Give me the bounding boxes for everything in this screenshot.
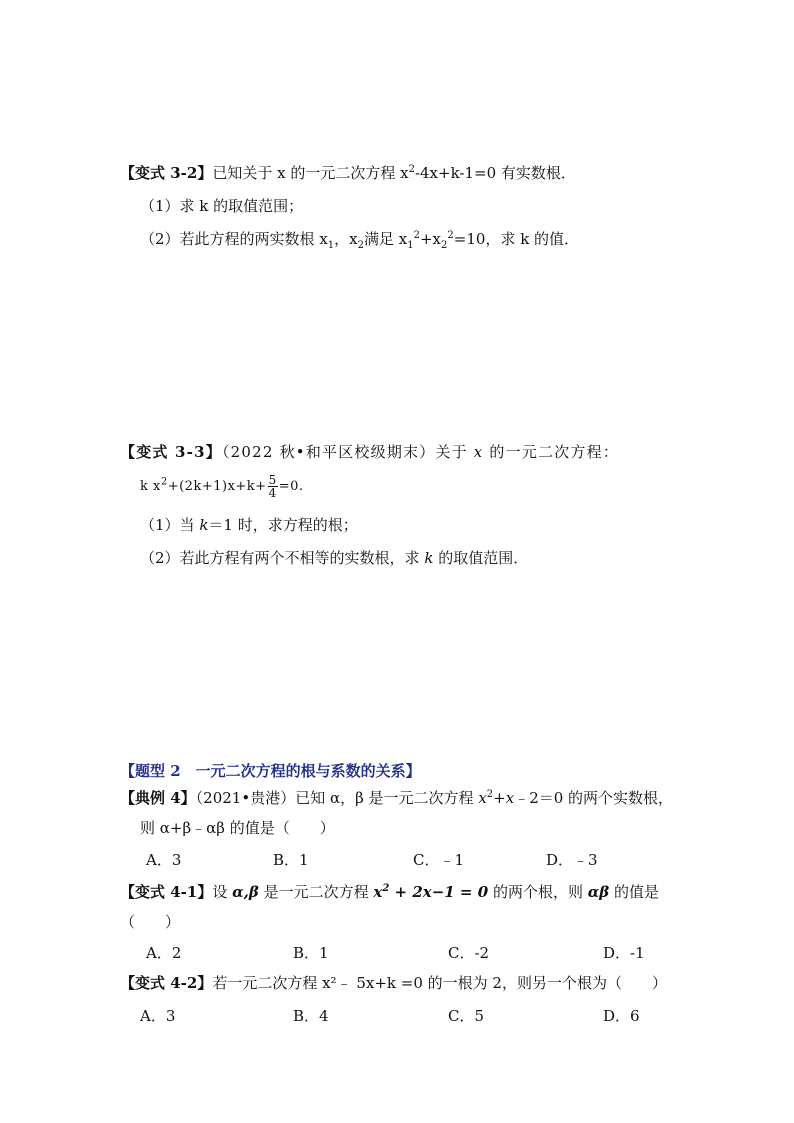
example-4-tag: 【典例 4】 (120, 789, 196, 807)
v33-q1-text-a: （1）当 (140, 516, 200, 534)
variant-3-2-question-1: （1）求 k 的取值范围； (140, 197, 304, 215)
variant-4-1-option-a: A．2 (146, 944, 182, 962)
variant-4-1-tag: 【变式 4-1】 (120, 883, 213, 901)
variant-4-1-eq-a: x (373, 883, 383, 901)
variant-3-3-stem-text-a: （2022 秋•和平区校级期末）关于 (221, 443, 474, 461)
q2-text-d: +x (419, 230, 442, 248)
variant-4-1-line-2: （ ） (120, 913, 181, 931)
q2-text-c: 满足 x (364, 230, 408, 248)
q2-text-b: ，x (334, 230, 358, 248)
variant-4-1-option-d: D．-1 (603, 944, 645, 962)
eq-fraction (268, 474, 278, 499)
variant-3-2-stem-text-b: -4x+k-1=0 有实数根． (414, 164, 576, 182)
variant-3-2-stem-text-a: 已知关于 x 的一元二次方程 x (212, 164, 409, 182)
eq-text-c: =0. (278, 479, 304, 494)
section-title: 【题型 2 一元二次方程的根与系数的关系】 (120, 762, 421, 780)
variant-4-1-vars: α,β (232, 883, 259, 901)
v33-q2-text-a: （2）若此方程有两个不相等的实数根，求 (140, 549, 425, 567)
example-4-stem-text-a: （2021•贵港）已知 α，β 是一元二次方程 (195, 789, 479, 807)
q2-sup-4: 2 (447, 230, 454, 241)
variant-3-3-stem-text-b: 的一元二次方程： (483, 443, 620, 461)
example-4-var-2: x (505, 789, 515, 807)
variant-4-1-eq-b: + 2x−1 = 0 (389, 883, 489, 901)
example-4-option-d: D．﹣3 (546, 851, 598, 869)
q2-sub-4: 2 (441, 240, 448, 251)
variant-4-2-option-a: A．3 (140, 1007, 176, 1025)
variant-4-2-option-d: D．6 (603, 1007, 640, 1025)
example-4-stem (120, 788, 673, 808)
eq-text-b: +(2k+1)x+k+ (167, 479, 267, 494)
variant-4-1-stem-text-c: 的两个根，则 (488, 883, 588, 901)
example-4-var: x (478, 789, 487, 807)
variant-4-1-option-b: B．1 (293, 944, 329, 962)
variant-3-3-equation (140, 474, 304, 499)
q2-sub-1: 1 (327, 240, 335, 251)
variant-4-1-stem-text-a: 设 (212, 883, 233, 901)
variant-3-2-stem (120, 163, 576, 183)
variant-4-1-option-c: C．-2 (448, 944, 490, 962)
variant-3-2-question-2 (140, 229, 579, 249)
variant-4-2-option-b: B．4 (293, 1007, 329, 1025)
variant-3-3-tag: 【变式 3-3】 (120, 443, 222, 461)
variant-4-2-tag: 【变式 4-2】 (120, 974, 213, 992)
variant-4-1-stem-text-b: 是一元二次方程 (258, 883, 374, 901)
eq-sup: 2 (160, 476, 168, 488)
variant-4-1-stem-text-d: 的值是 (609, 883, 660, 901)
q2-sup-3: 2 (413, 230, 420, 241)
example-4-stem-text-b: + (493, 789, 506, 807)
variant-4-2-stem (120, 973, 667, 993)
q2-text-a: （2）若此方程的两实数根 x (140, 230, 328, 248)
v33-q1-var: k (199, 516, 209, 534)
variant-4-2-option-c: C．5 (448, 1007, 485, 1025)
eq-text-a: k x (140, 479, 161, 494)
v33-q2-text-b: 的取值范围． (433, 549, 529, 567)
v33-q2-var: k (424, 549, 434, 567)
example-4-line-2: 则 α+β﹣αβ 的值是（ ） (140, 819, 335, 837)
example-4-sup: 2 (486, 789, 494, 800)
variant-4-2-stem-text: 若一元二次方程 x²﹣ 5x+k =0 的一根为 2，则另一个根为（ ） (212, 974, 667, 992)
eq-fraction-numerator: 5 (268, 473, 277, 487)
variant-3-3-question-2 (140, 548, 528, 568)
variant-4-1-product: αβ (587, 883, 610, 901)
q2-sub-2: 2 (357, 240, 364, 251)
example-4-stem-text-c: ﹣2＝0 的两个实数根， (514, 789, 674, 807)
variant-3-3-stem-var: x (473, 443, 484, 461)
variant-4-1-eq-sup: 2 (382, 883, 390, 894)
variant-4-1-stem (120, 882, 659, 902)
variant-3-2-tag: 【变式 3-2】 (120, 164, 213, 182)
variant-3-3-stem (120, 442, 619, 462)
q2-text-e: =10，求 k 的值． (453, 230, 580, 248)
example-4-option-c: C．﹣1 (413, 851, 465, 869)
eq-fraction-denominator: 4 (268, 486, 277, 500)
v33-q1-text-b: ＝1 时，求方程的根； (208, 516, 358, 534)
example-4-option-b: B．1 (273, 851, 309, 869)
q2-sub-3: 1 (407, 240, 414, 251)
variant-3-2-stem-sup: 2 (408, 164, 415, 175)
example-4-option-a: A．3 (146, 851, 182, 869)
variant-3-3-question-1 (140, 515, 358, 535)
